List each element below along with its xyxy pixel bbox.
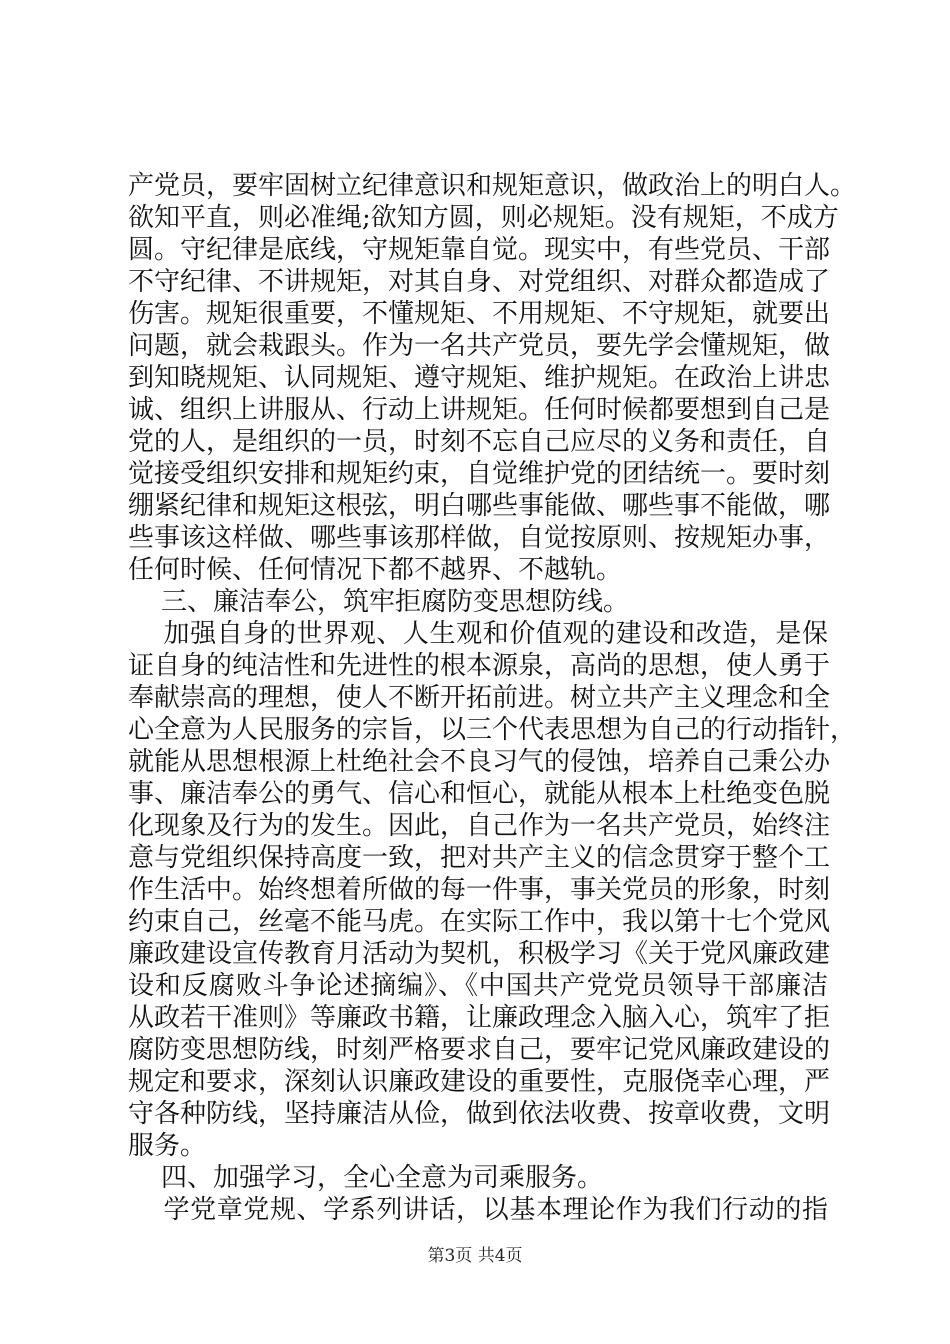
text-line: 奉献崇高的理想，使人不断开拓前进。树立共产主义理念和全 — [128, 683, 831, 713]
text-line: 证自身的纯洁性和先进性的根本源泉，高尚的思想，使人勇于 — [128, 651, 831, 681]
text-line: 欲知平直，则必准绳;欲知方圆，则必规矩。没有规矩，不成方 — [128, 203, 839, 233]
text-line: 绷紧纪律和规矩这根弦，明白哪些事能做、哪些事不能做，哪 — [128, 491, 831, 521]
text-line: 问题，就会栽跟头。作为一名共产党员，要先学会懂规矩，做 — [128, 331, 831, 361]
text-line: 加强自身的世界观、人生观和价值观的建设和改造，是保 — [128, 619, 828, 649]
page-footer: 第3页 共4页 — [427, 1246, 523, 1266]
text-line: 伤害。规矩很重要，不懂规矩、不用规矩、不守规矩，就要出 — [128, 299, 831, 329]
text-line: 设和反腐败斗争论述摘编》、《中国共产党党员领导干部廉洁 — [128, 971, 828, 1001]
text-line: 学党章党规、学系列讲话，以基本理论作为我们行动的指 — [128, 1195, 828, 1225]
section-heading: 四、加强学习，全心全意为司乘服务。 — [128, 1163, 604, 1193]
text-line: 事、廉洁奉公的勇气、信心和恒心，就能从根本上杜绝变色脱 — [128, 779, 831, 809]
text-line: 到知晓规矩、认同规矩、遵守规矩、维护规矩。在政治上讲忠 — [128, 363, 831, 393]
text-line: 服务。 — [128, 1131, 207, 1161]
text-line: 心全意为人民服务的宗旨，以三个代表思想为自己的行动指针， — [128, 715, 857, 745]
body-text — [128, 170, 857, 1226]
section-heading: 三、廉洁奉公，筑牢拒腐防变思想防线。 — [128, 587, 630, 617]
text-line: 意与党组织保持高度一致，把对共产主义的信念贯穿于整个工 — [128, 843, 831, 873]
text-line: 廉政建设宣传教育月活动为契机，积极学习《关于党风廉政建 — [128, 939, 831, 969]
text-line: 守各种防线，坚持廉洁从俭，做到依法收费、按章收费，文明 — [128, 1099, 831, 1129]
text-line: 不守纪律、不讲规矩，对其自身、对党组织、对群众都造成了 — [128, 267, 831, 297]
text-line: 约束自己，丝毫不能马虎。在实际工作中，我以第十七个党风 — [128, 907, 831, 937]
text-line: 就能从思想根源上杜绝社会不良习气的侵蚀，培养自己秉公办 — [128, 747, 831, 777]
text-line: 腐防变思想防线，时刻严格要求自己，要牢记党风廉政建设的 — [128, 1035, 831, 1065]
text-line: 些事该这样做、哪些事该那样做，自觉按原则、按规矩办事， — [128, 523, 831, 553]
text-line: 从政若干准则》等廉政书籍，让廉政理念入脑入心，筑牢了拒 — [128, 1003, 831, 1033]
text-line: 规定和要求，深刻认识廉政建设的重要性，克服侥幸心理，严 — [128, 1067, 831, 1097]
text-line: 党的人，是组织的一员，时刻不忘自己应尽的义务和责任，自 — [128, 427, 831, 457]
text-line: 作生活中。始终想着所做的每一件事，事关党员的形象，时刻 — [128, 875, 831, 905]
text-line: 诚、组织上讲服从、行动上讲规矩。任何时候都要想到自己是 — [128, 395, 831, 425]
text-line: 化现象及行为的发生。因此，自己作为一名共产党员，始终注 — [128, 811, 831, 841]
text-line: 圆。守纪律是底线，守规矩靠自觉。现实中，有些党员、干部 — [128, 235, 831, 265]
text-line: 觉接受组织安排和规矩约束，自觉维护党的团结统一。要时刻 — [128, 459, 831, 489]
text-line: 任何时候、任何情况下都不越界、不越轨。 — [128, 555, 623, 585]
text-line: 产党员，要牢固树立纪律意识和规矩意识，做政治上的明白人。 — [128, 171, 857, 201]
